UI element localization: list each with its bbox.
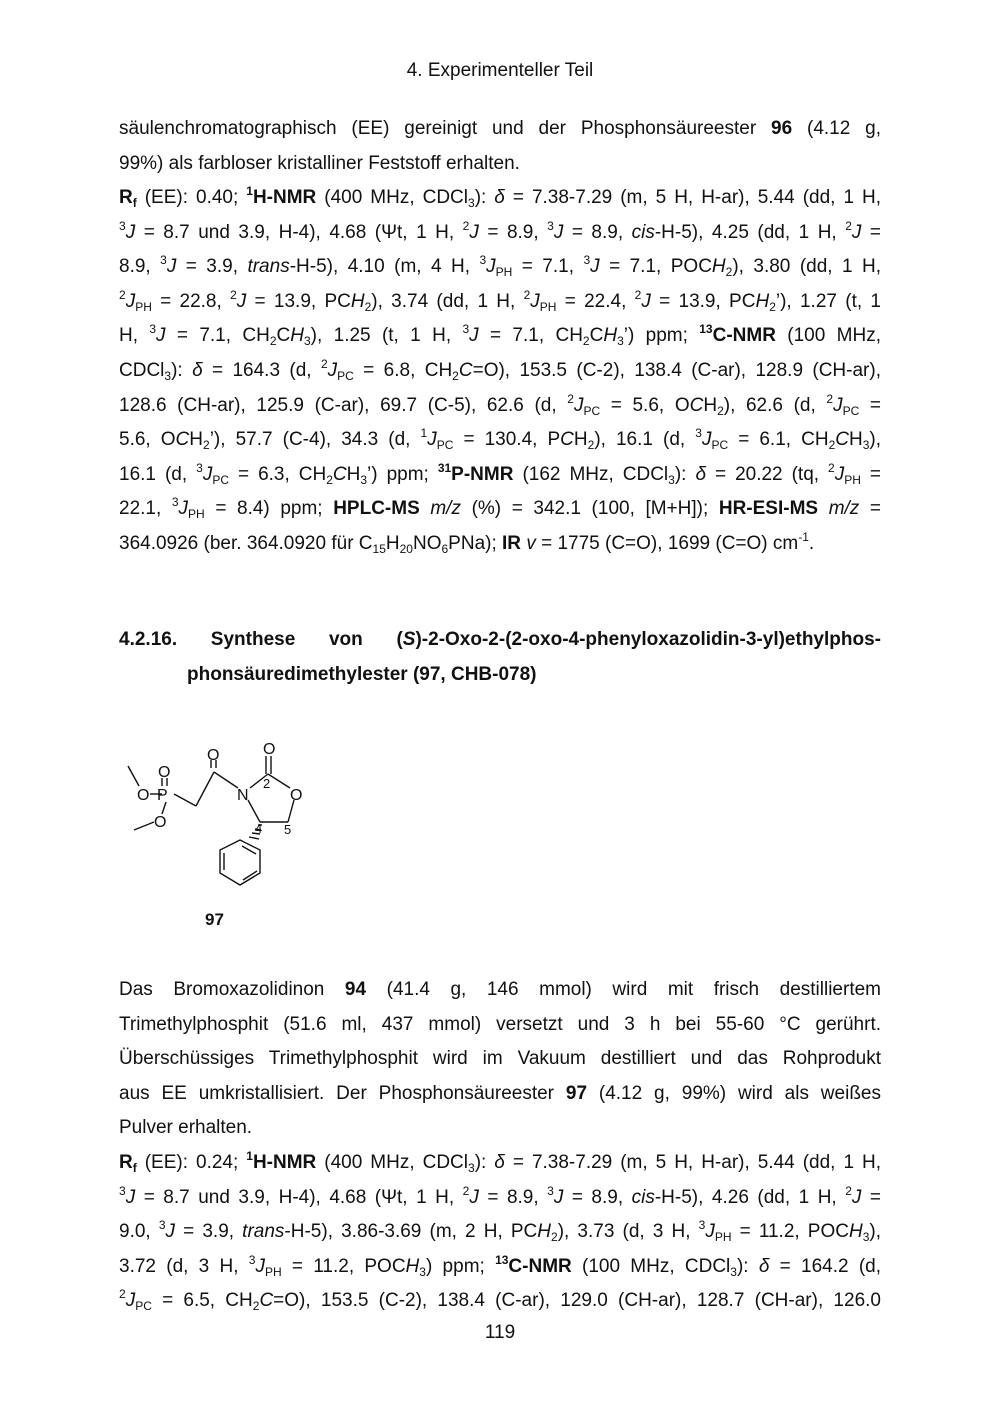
text-line: Pulver erhalten. — [119, 1117, 253, 1139]
atom-o-phosphoryl: O — [158, 764, 171, 781]
atom-p: P — [157, 787, 168, 804]
text-line: H, $^3$J = 7.1, $CH_2CH_3$), 1.25 (t, 1 H, $^3$J = 7.1, $CH_2CH_3$’) ppm; $^{13}$C-NMR (100 MHz, — [119, 322, 881, 349]
paragraph-purification — [119, 112, 881, 181]
text-line: Trimethylphosphit (51.6 ml, 437 mmol) versetzt und 3 h bei 55-60 °C gerührt. — [119, 1013, 881, 1035]
text-line: CDCl$_3$): δ = 164.3 (d, $^2J_{PC} = 6.8$, $CH_2C=O$), 153.5 (C-2), 138.4 (C-ar), 128.9 (CH-ar), — [119, 356, 881, 383]
text-line: säulenchromatographisch (EE) gereinigt und der Phosphonsäureester 96 (4.12 g, — [119, 118, 881, 139]
chemical-structure-97 — [110, 730, 350, 900]
text-line: 22.1, $^3J_{PH} = 8.4$) ppm; HPLC-MS m/z (%) = 342.1 (100, [M+H]); HR-ESI-MS m/z = — [119, 495, 882, 522]
text-line: 364.0926 (ber. 364.0920 für $C_{15}H_{20}NO_6PNa$); IR v = 1775 (C=O), 1699 (C=O) $cm^{-1}$. — [119, 529, 815, 556]
heading-line-2: phonsäuredimethylester (97, CHB-078) — [187, 664, 537, 685]
text-line: $^3$J = 8.7 und 3.9, H-4), 4.68 (Ψt, 1 H, $^2$J = 8.9, $^3$J = 8.9, cis-H-5), 4.25 (dd, 1 H, $^2$J = — [119, 218, 882, 243]
atom-o-carbonyl: O — [207, 747, 220, 764]
text-line: 16.1 (d, $^3J_{PC} = 6.3$, $CH_2CH_3$’) ppm; $^{31}$P-NMR (162 MHz, CDCl$_3$): δ = 20.22 (tq, $^2J_{PH}$ = — [119, 460, 881, 487]
paragraph-analytics-97 — [119, 1146, 881, 1319]
text-line: $R_f$ (EE): 0.24; $^1$H-NMR (400 MHz, CDCl$_3$): δ = 7.38-7.29 (m, 5 H, H-ar), 5.44 (dd, 1 H, — [119, 1149, 882, 1175]
text-line: 99%) als farbloser kristalliner Feststoff erhalten. — [119, 152, 520, 174]
section-heading — [119, 622, 881, 692]
text-line: 128.6 (CH-ar), 125.9 (C-ar), 69.7 (C-5), 62.6 (d, $^2J_{PC} = 5.6$, $OCH_2$), 62.6 (d, $^2J_{PC}$ = — [119, 391, 881, 418]
page-number: 119 — [484, 1322, 516, 1343]
running-header: 4. Experimenteller Teil — [406, 60, 594, 81]
paragraph-procedure — [119, 973, 881, 1146]
text-line: $R_f$ (EE): 0.40; $^1$H-NMR (400 MHz, CDCl$_3$): δ = 7.38-7.29 (m, 5 H, H-ar), 5.44 (dd, 1 H, — [119, 184, 882, 210]
text-line: Das Bromoxazolidinon 94 (41.4 g, 146 mmol) wird mit frisch destilliertem — [119, 979, 881, 1000]
text-line: 5.6, $OCH_2$’), 57.7 (C-4), 34.3 (d, $^1J_{PC} = 130.4$, $PCH_2$), 16.1 (d, $^3J_{PC} = 6.1$, $CH_2CH_3$), — [119, 426, 882, 453]
atom-o-ester-2: O — [154, 814, 167, 831]
text-line: 8.9, $^3$J = 3.9, trans-H-5), 4.10 (m, 4 H, $^3J_{PH} = 7.1$, $^3$J = 7.1, $POCH_2$), 3.80 (dd, 1 H, — [119, 253, 882, 280]
atom-o-ester-1: O — [137, 787, 150, 804]
heading-line-1: 4.2.16. Synthese von (S)-2-Oxo-2-(2-oxo-4-phenyloxazolidin-3-yl)ethylphos- — [119, 629, 881, 650]
text-line: $^3$J = 8.7 und 3.9, H-4), 4.68 (Ψt, 1 H, $^2$J = 8.9, $^3$J = 8.9, cis-H-5), 4.26 (dd, 1 H, $^2$J = — [119, 1183, 882, 1208]
text-line: aus EE umkristallisiert. Der Phosphonsäureester 97 (4.12 g, 99%) wird als weißes — [119, 1082, 881, 1104]
text-line: $^2J_{PH} = 22.8$, $^2$J = 13.9, $PCH_2$), 3.74 (dd, 1 H, $^2J_{PH} = 22.4$, $^2$J = 13.9, $PCH_2$’), 1.27 (t, 1 — [119, 287, 881, 314]
compound-number: 97 — [205, 910, 224, 929]
locant-4: 4 — [255, 821, 263, 836]
locant-5: 5 — [284, 822, 292, 837]
locant-2: 2 — [263, 776, 271, 791]
atom-n: N — [237, 787, 249, 804]
atom-o-ring-carbonyl: O — [263, 741, 276, 758]
text-line: Überschüssiges Trimethylphosphit wird im Vakuum destilliert und das Rohprodukt — [119, 1048, 881, 1070]
text-line: $^2J_{PC} = 6.5$, $CH_2C=O$), 153.5 (C-2), 138.4 (C-ar), 129.0 (CH-ar), 128.7 (CH-ar), 126.0 — [119, 1287, 881, 1314]
paragraph-analytics-96 — [119, 181, 881, 562]
text-line: 3.72 (d, 3 H, $^3J_{PH} = 11.2$, $POCH_3$) ppm; $^{13}$C-NMR (100 MHz, CDCl$_3$): δ = 164.2 (d, — [119, 1252, 882, 1279]
atom-o-ring: O — [290, 787, 303, 804]
text-line: 9.0, $^3$J = 3.9, trans-H-5), 3.86-3.69 (m, 2 H, $PCH_2$), 3.73 (d, 3 H, $^3J_{PH} = 11.2$, $POCH_3$), — [119, 1218, 881, 1245]
